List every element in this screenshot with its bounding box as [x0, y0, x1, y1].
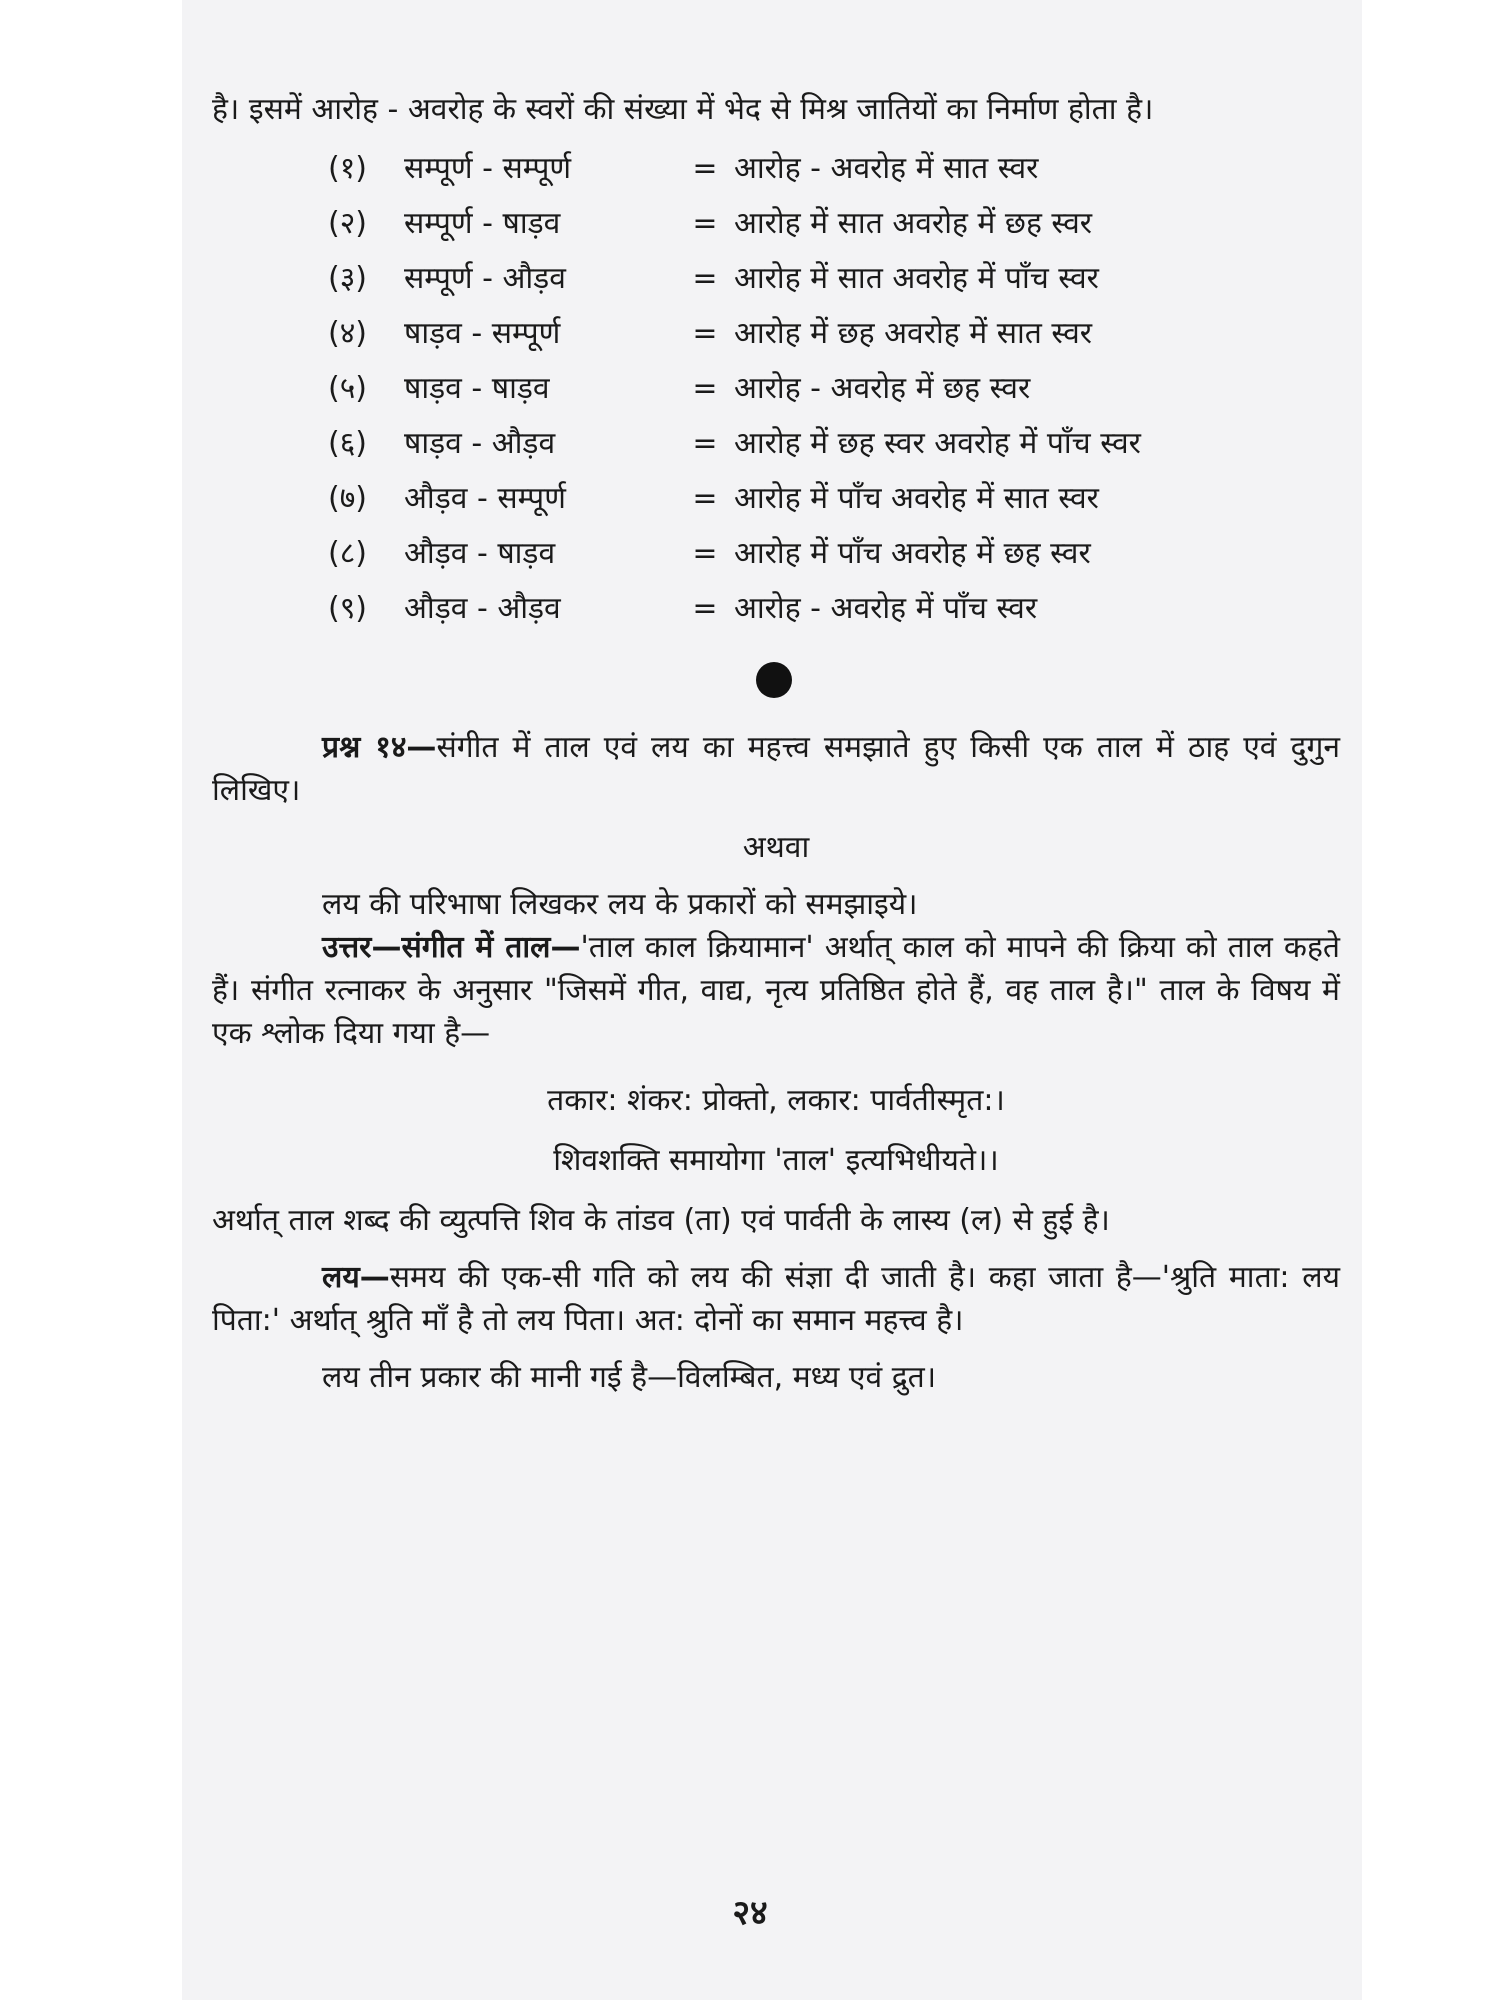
jati-number: (४) [328, 316, 368, 351]
page-number: २४ [732, 1893, 768, 1933]
jati-description: आरोह में छह अवरोह में सात स्वर [734, 316, 1093, 351]
athva-heading: अथवा [742, 830, 810, 865]
jati-description: आरोह में सात अवरोह में पाँच स्वर [734, 261, 1099, 296]
laya-text: समय की एक-सी गति को लय की संज्ञा दी जाती है। कहा जाता है—'श्रुति माता: लय पिता:' अर्थात् श्रुति माँ है तो लय पिता। अत: दोनों का समान महत्त्व है। [212, 1260, 1340, 1338]
equals-sign: = [692, 316, 718, 351]
jati-name: सम्पूर्ण - षाड़व [404, 206, 561, 241]
jati-description: आरोह में छह स्वर अवरोह में पाँच स्वर [734, 426, 1141, 461]
jati-item [328, 526, 1340, 581]
jati-item [328, 251, 1340, 306]
page-content [212, 88, 1340, 1399]
equals-sign: = [692, 206, 718, 241]
jati-list [212, 141, 1340, 636]
jati-item [328, 361, 1340, 416]
jati-number: (८) [328, 536, 368, 571]
laya-types: लय तीन प्रकार की मानी गई है—विलम्बित, मध्य एवं द्रुत। [322, 1360, 937, 1395]
jati-description: आरोह - अवरोह में पाँच स्वर [734, 591, 1038, 626]
jati-description: आरोह - अवरोह में सात स्वर [734, 151, 1039, 186]
equals-sign: = [692, 261, 718, 296]
jati-item [328, 306, 1340, 361]
jati-number: (७) [328, 481, 368, 516]
jati-number: (५) [328, 371, 368, 406]
equals-sign: = [692, 151, 718, 186]
page-edge [1362, 0, 1500, 2000]
jati-name: औड़व - औड़व [404, 591, 561, 626]
jati-name: औड़व - सम्पूर्ण [404, 481, 566, 516]
answer-label: उत्तर—संगीत में ताल— [322, 930, 581, 965]
jati-item [328, 141, 1340, 196]
question-text: संगीत में ताल एवं लय का महत्त्व समझाते हुए किसी एक ताल में ठाह एवं दुगुन लिखिए। [212, 730, 1340, 808]
jati-name: सम्पूर्ण - सम्पूर्ण [404, 151, 572, 186]
equals-sign: = [692, 426, 718, 461]
equals-sign: = [692, 536, 718, 571]
shloka [212, 1071, 1340, 1191]
jati-description: आरोह में सात अवरोह में छह स्वर [734, 206, 1093, 241]
jati-name: सम्पूर्ण - औड़व [404, 261, 566, 296]
jati-number: (६) [328, 426, 368, 461]
jati-item [328, 196, 1340, 251]
jati-description: आरोह में पाँच अवरोह में सात स्वर [734, 481, 1099, 516]
jati-item [328, 471, 1340, 526]
jati-number: (१) [328, 151, 368, 186]
shloka-line-1: तकार: शंकर: प्रोक्तो, लकार: पार्वतीस्मृत:। [547, 1083, 1005, 1118]
jati-name: षाड़व - सम्पूर्ण [404, 316, 561, 351]
shloka-line-2: शिवशक्ति समायोगा 'ताल' इत्यभिधीयते।। [553, 1143, 999, 1178]
answer-text: 'ताल काल क्रियामान' अर्थात् काल को मापने की क्रिया को ताल कहते हैं। संगीत रत्नाकर के अनुसार "जिसमें गीत, वाद्य, नृत्य प्रतिष्ठित होते हैं, वह ताल है।" ताल के विषय में एक श्लोक दिया गया है— [212, 930, 1340, 1051]
jati-description: आरोह में पाँच अवरोह में छह स्वर [734, 536, 1091, 571]
jati-name: षाड़व - औड़व [404, 426, 556, 461]
laya-label: लय— [322, 1260, 390, 1295]
alt-question: लय की परिभाषा लिखकर लय के प्रकारों को समझाइये। [322, 887, 918, 922]
jati-description: आरोह - अवरोह में छह स्वर [734, 371, 1031, 406]
shloka-explanation: अर्थात् ताल शब्द की व्युत्पत्ति शिव के तांडव (ता) एवं पार्वती के लास्य (ल) से हुई है। [212, 1203, 1110, 1238]
jati-name: औड़व - षाड़व [404, 536, 556, 571]
laya-paragraph [212, 1256, 1340, 1342]
question-label: प्रश्न १४— [322, 730, 437, 765]
section-bullet [756, 662, 792, 698]
jati-item [328, 416, 1340, 471]
jati-number: (३) [328, 261, 368, 296]
equals-sign: = [692, 591, 718, 626]
question-paragraph [212, 726, 1340, 812]
jati-item [328, 581, 1340, 636]
jati-number: (९) [328, 591, 368, 626]
answer-paragraph [212, 926, 1340, 1055]
intro-paragraph: है। इसमें आरोह - अवरोह के स्वरों की संख्या में भेद से मिश्र जातियों का निर्माण होता है। [212, 92, 1154, 127]
equals-sign: = [692, 371, 718, 406]
jati-name: षाड़व - षाड़व [404, 371, 550, 406]
jati-number: (२) [328, 206, 368, 241]
equals-sign: = [692, 481, 718, 516]
